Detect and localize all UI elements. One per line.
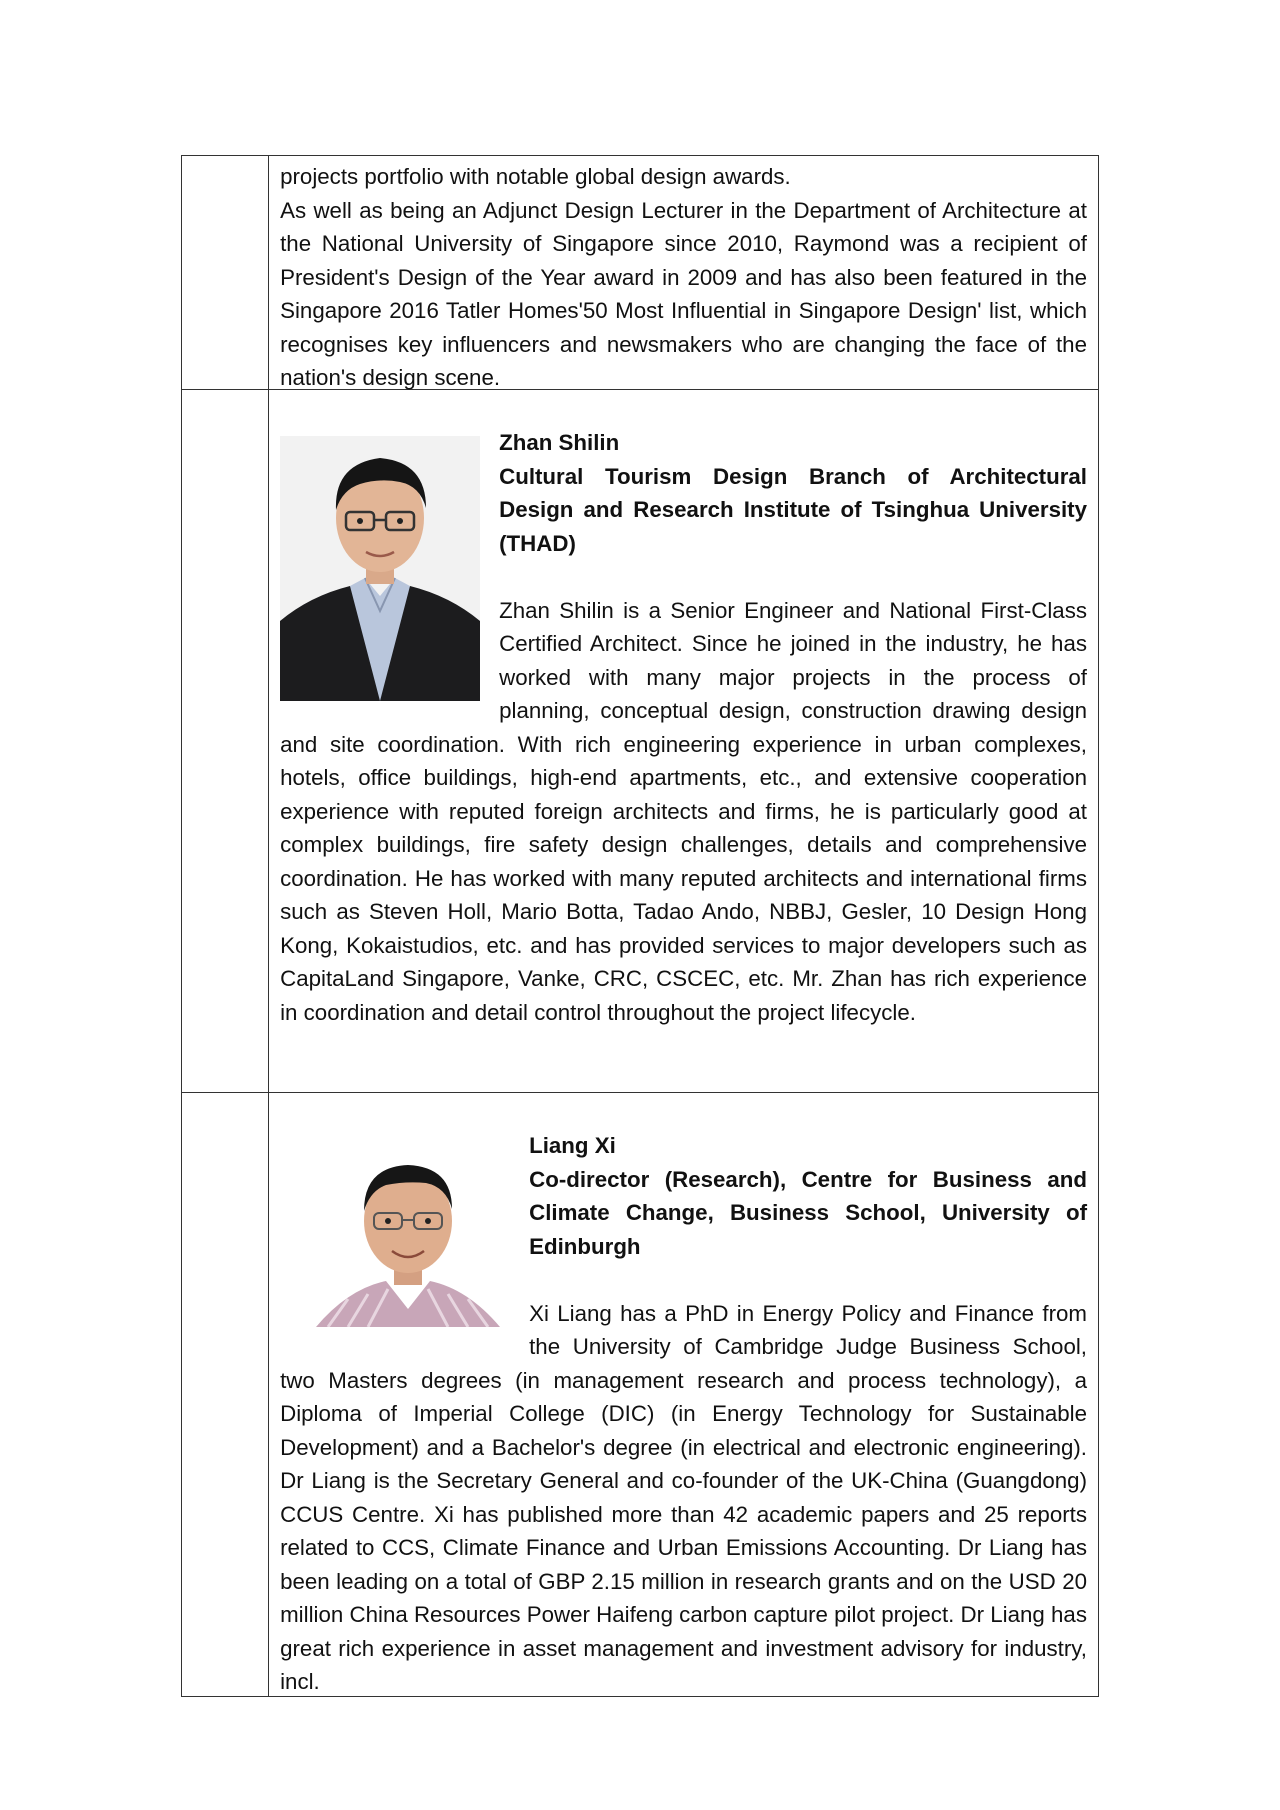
- portrait-image: [280, 436, 480, 701]
- empty-cell: [182, 390, 269, 1093]
- speaker-bio: Xi Liang has a PhD in Energy Policy and Finance from the University of Cambridge Judge Business School, two Masters degrees (in management research and process technology), a Diploma of Imperial College (DIC) (in Energy Technology for Sustainable Development) and a Bachelor's degree (in electrical and electronic engineering). Dr Liang is the Secretary General and co-founder of the UK-China (Guangdong) CCUS Centre. Xi has published more than 42 academic papers and 25 reports related to CCS, Climate Finance and Urban Emissions Accounting. Dr Liang has been leading on a total of GBP 2.15 million in research grants and on the USD 20 million China Resources Power Haifeng carbon capture pilot project. Dr Liang has great rich experience in asset management and investment advisory for industry, incl.: [280, 1300, 1087, 1694]
- table-row: [182, 1093, 1099, 1697]
- speaker-name: Zhan Shilin: [499, 430, 620, 455]
- speaker-affiliation: Cultural Tourism Design Branch of Architectural Design and Research Institute of Tsinghua University (THAD): [499, 463, 1087, 556]
- speaker-name: Liang Xi: [529, 1133, 616, 1158]
- bio-cell: [269, 390, 1099, 1093]
- portrait-photo: [280, 436, 480, 701]
- bio-cell: [269, 1093, 1099, 1697]
- table-row: [182, 156, 1099, 390]
- portrait-image: [308, 1139, 508, 1327]
- speaker-bio: Zhan Shilin is a Senior Engineer and National First-Class Certified Architect. Since he joined in the industry, he has worked with many major projects in the process of planning, conceptual design, construction drawing design and site coordination. With rich engineering experience in urban complexes, hotels, office buildings, high-end apartments, etc., and extensive cooperation experience with reputed foreign architects and firms, he is particularly good at complex buildings, fire safety design challenges, details and comprehensive coordination. He has worked with many reputed architects and international firms such as Steven Holl, Mario Botta, Tadao Ando, NBBJ, Gesler, 10 Design Hong Kong, Kokaistudios, etc. and has provided services to major developers such as CapitaLand Singapore, Vanke, CRC, CSCEC, etc. Mr. Zhan has rich experience in coordination and detail control throughout the project lifecycle.: [280, 597, 1087, 1025]
- portrait-photo: [308, 1139, 508, 1327]
- bio-cell: [269, 156, 1099, 390]
- empty-cell: [182, 1093, 269, 1697]
- speaker-table: [181, 155, 1099, 1697]
- paragraph: As well as being an Adjunct Design Lecturer in the Department of Architecture at the National University of Singapore since 2010, Raymond was a recipient of President's Design of the Year award in 2009 and has also been featured in the Singapore 2016 Tatler Homes'50 Most Influential in Singapore Design' list, which recognises key influencers and newsmakers who are changing the face of the nation's design scene.: [280, 197, 1087, 390]
- speaker-affiliation: Co-director (Research), Centre for Business and Climate Change, Business School, University of Edinburgh: [529, 1166, 1087, 1259]
- table-row: [182, 390, 1099, 1093]
- empty-cell: [182, 156, 269, 390]
- paragraph: projects portfolio with notable global design awards.: [280, 164, 791, 189]
